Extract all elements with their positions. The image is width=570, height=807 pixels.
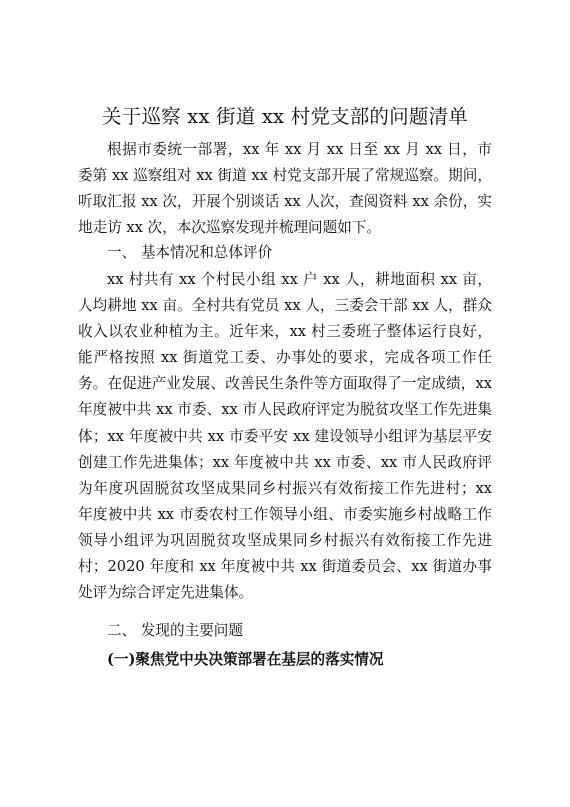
intro-paragraph: 根据市委统一部署，xx 年 xx 月 xx 日至 xx 月 xx 日，市委第 xx 巡察组对 xx 街道 xx 村党支部开展了常规巡察。期间，听取汇报 xx 次，开展个别谈话 xx 人次，查阅资料 xx 余份，实地走访 xx 次，本次巡察发现并梳理问题如下。	[78, 141, 492, 237]
subsection-heading-decision-implementation: (一)聚焦党中央决策部署在基层的落实情况	[107, 651, 384, 668]
document-title: 关于巡察 xx 街道 xx 村党支部的问题清单	[102, 105, 468, 128]
section-heading-main-problems: 二、 发现的主要问题	[107, 622, 243, 639]
section-heading-basic-situation: 一、 基本情况和总体评价	[107, 244, 273, 261]
basic-situation-paragraph: xx 村共有 xx 个村民小组 xx 户 xx 人，耕地面积 xx 亩，人均耕地 xx 亩。全村共有党员 xx 人，三委会干部 xx 人，群众收入以农业种植为主。近年来，xx 村三委班子整体运行良好，能严格按照 xx 街道党工委、办事处的要求，完成各项工作任务。在促进产业发展、改善民生条件等方面取得了一定成绩，xx 年度被中共 xx 市委、xx 市人民政府评定为脱贫攻坚工作先进集体；xx 年度被中共 xx 市委平安 xx 建设领导小组评为基层平安创建工作先进集体；xx 年度被中共 xx 市委、xx 市人民政府评为年度巩固脱贫攻坚成果同乡村振兴有效衔接工作先进村；xx 年度被中共 xx 市委农村工作领导小组、市委实施乡村战略工作领导小组评为巩固脱贫攻坚成果同乡村振兴有效衔接工作先进村；2020 年度和 xx 年度被中共 xx 街道委员会、xx 街道办事处评为综合评定先进集体。	[78, 271, 492, 602]
